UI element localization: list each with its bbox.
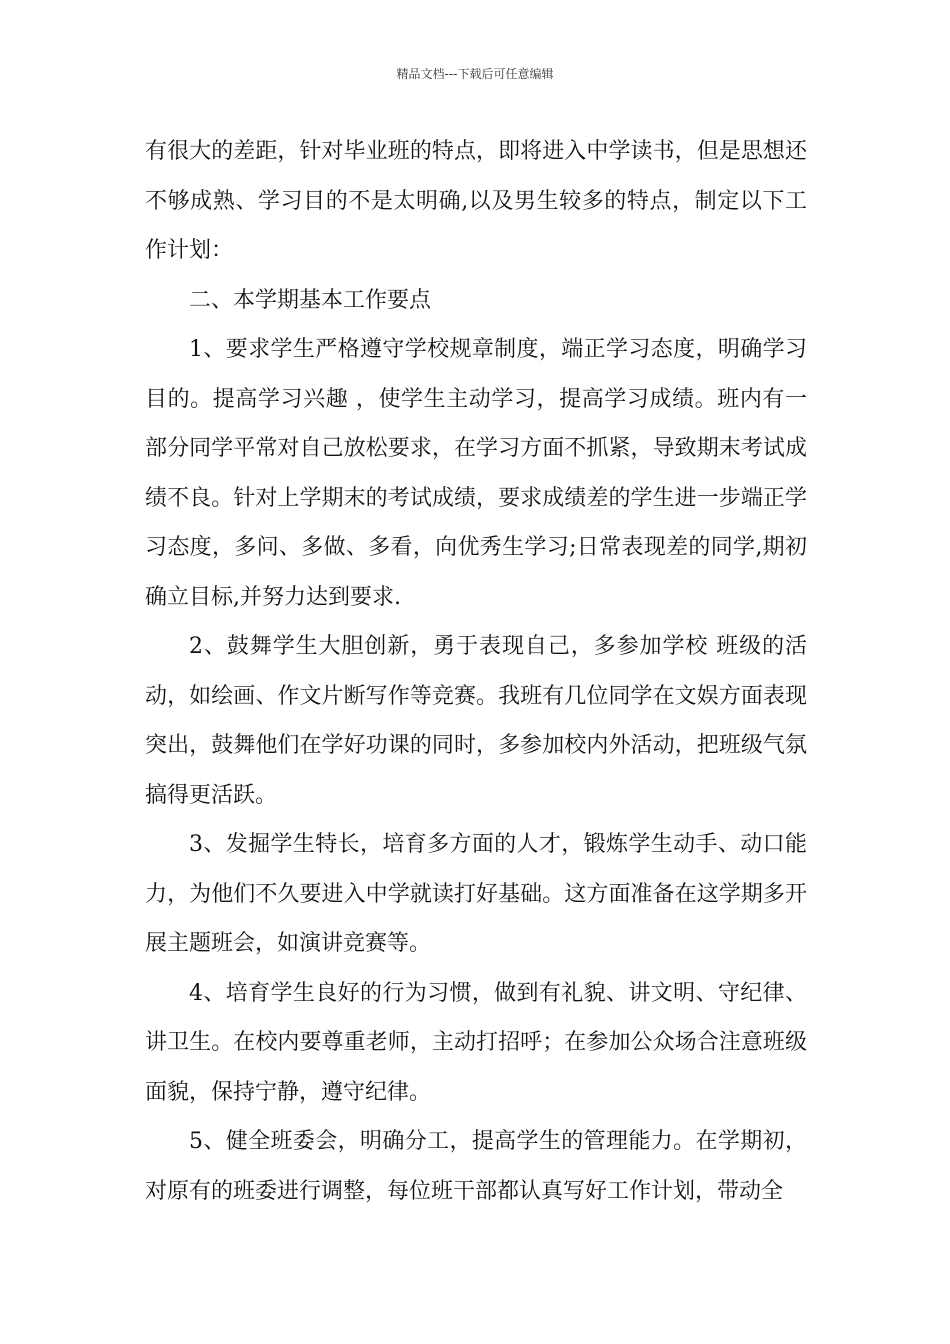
page-header: 精品文档---下载后可任意编辑 [396,67,554,81]
paragraph-point-1: 1、要求学生严格遵守学校规章制度，端正学习态度，明确学习目的。提高学习兴趣 ，使学生主动学习，提高学习成绩。班内有一部分同学平常对自己放松要求，在学习方面不抓紧，导致期末考试成绩不良。针对上学期末的考试成绩，要求成绩差的学生进一步端正学习态度，多问、多做、多看，向优秀生学习;日常表现差的同学,期初确立目标,并努力达到要求. [145,337,807,610]
paragraph-point-3: 3、发掘学生特长，培育多方面的人才，锻炼学生动手、动口能力，为他们不久要进入中学就读打好基础。这方面准备在这学期多开展主题班会，如演讲竞赛等。 [145,832,807,956]
section-heading: 二、本学期基本工作要点 [189,287,432,313]
paragraph-continuation: 有很大的差距，针对毕业班的特点，即将进入中学读书，但是思想还不够成熟、学习目的不是太明确,以及男生较多的特点，制定以下工作计划： [145,139,807,263]
paragraph-point-2: 2、鼓舞学生大胆创新，勇于表现自己，多参加学校 班级的活动，如绘画、作文片断写作等竞赛。我班有几位同学在文娱方面表现突出，鼓舞他们在学好功课的同时，多参加校内外活动，把班级气氛搞得更活跃。 [145,634,807,808]
paragraph-point-5: 5、健全班委会，明确分工，提高学生的管理能力。在学期初，对原有的班委进行调整，每位班干部都认真写好工作计划，带动全 [145,1129,807,1204]
document-body [145,127,807,1216]
paragraph-point-4: 4、培育学生良好的行为习惯，做到有礼貌、讲文明、守纪律、讲卫生。在校内要尊重老师，主动打招呼；在参加公众场合注意班级面貌，保持宁静，遵守纪律。 [145,980,807,1105]
